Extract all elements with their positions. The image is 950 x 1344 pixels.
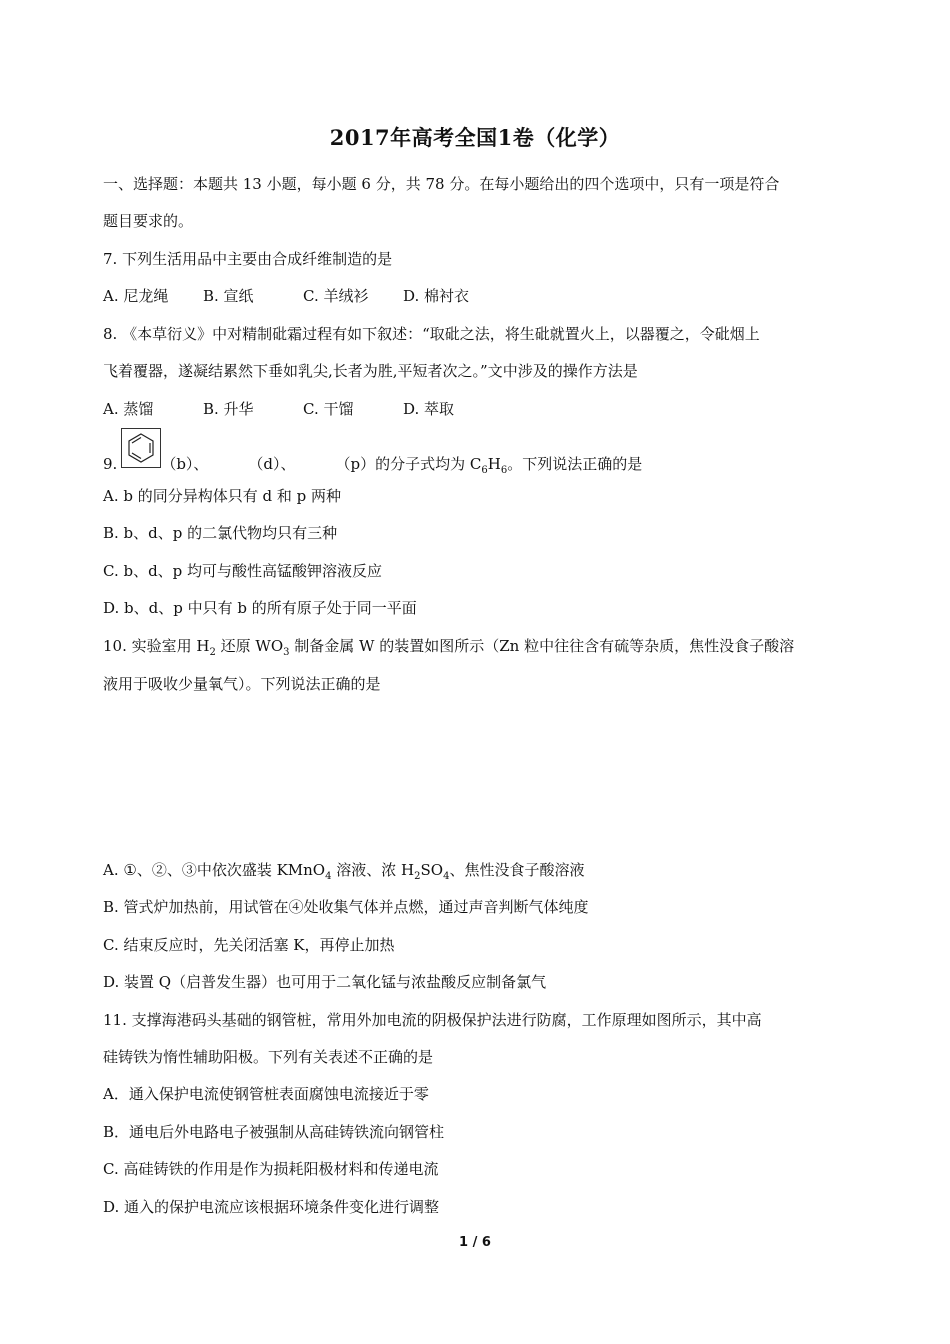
q8-option-b: B. 升华 <box>203 400 254 418</box>
q7-options <box>103 286 469 306</box>
q10-option-a-part: 溶液、浓 H <box>331 861 415 879</box>
q7-option-a: A. 尼龙绳 <box>103 287 169 305</box>
q8-stem-line1: 8. 《本草衍义》中对精制砒霜过程有如下叙述：“取砒之法，将生砒就置火上，以器覆之，令砒烟上 <box>103 325 760 343</box>
q8-option-d: D. 萃取 <box>403 400 455 418</box>
q11-stem-line2: 硅铸铁为惰性辅助阳极。下列有关表述不正确的是 <box>103 1048 434 1066</box>
q9-stem-tail: 。下列说法正确的是 <box>507 455 643 473</box>
q7-option-b: B. 宣纸 <box>203 287 254 305</box>
q10-option-d: D. 装置 Q（启普发生器）也可用于二氧化锰与浓盐酸反应制备氯气 <box>103 973 547 991</box>
q9-label-d: （d）、 <box>248 455 296 473</box>
q9-option-c: C. b、d、p 均可与酸性高锰酸钾溶液反应 <box>103 562 383 580</box>
section-instructions-line2: 题目要求的。 <box>103 212 194 230</box>
q7-option-d: D. 棉衬衣 <box>403 287 470 305</box>
q11-option-d: D. 通入的保护电流应该根据环境条件变化进行调整 <box>103 1198 440 1216</box>
section-instructions-line1: 一、选择题：本题共 13 小题，每小题 6 分，共 78 分。在每小题给出的四个选项中，只有一项是符合 <box>103 175 780 193</box>
q10-option-b: B. 管式炉加热前，用试管在④处收集气体并点燃，通过声音判断气体纯度 <box>103 898 589 916</box>
q9-option-a: A. b 的同分异构体只有 d 和 p 两种 <box>103 487 342 505</box>
q9-option-b: B. b、d、p 的二氯代物均只有三种 <box>103 524 338 542</box>
q11-stem-line1: 11. 支撑海港码头基础的钢管桩，常用外加电流的阴极保护法进行防腐，工作原理如图所示，其中高 <box>103 1011 762 1029</box>
q10-subscript: 2 <box>209 647 216 658</box>
q8-option-a: A. 蒸馏 <box>103 400 154 418</box>
q10-stem-part: 10. 实验室用 H <box>103 637 210 655</box>
q11-option-c: C. 高硅铸铁的作用是作为损耗阳极材料和传递电流 <box>103 1160 439 1178</box>
q10-subscript: 4 <box>443 871 450 882</box>
q10-stem-line1 <box>103 636 794 663</box>
q10-option-a-part: A. ①、②、③中依次盛装 KMnO <box>103 861 326 879</box>
page-title: 2017年高考全国1卷（化学） <box>329 125 621 150</box>
q8-option-c: C. 干馏 <box>303 400 354 418</box>
q11-option-a: A．通入保护电流使钢管桩表面腐蚀电流接近于零 <box>103 1085 429 1103</box>
q10-option-c: C. 结束反应时，先关闭活塞 K，再停止加热 <box>103 936 395 954</box>
q10-stem-line2: 液用于吸收少量氧气）。下列说法正确的是 <box>103 675 381 693</box>
q9-formula-h: H <box>487 455 501 473</box>
q10-subscript: 4 <box>325 871 332 882</box>
q9-subscript-h: 6 <box>500 465 508 476</box>
q10-option-a-part: 、焦性没食子酸溶液 <box>449 861 585 879</box>
q7-option-c: C. 羊绒衫 <box>303 287 369 305</box>
q8-stem-line2: 飞着覆器，遂凝结累然下垂如乳尖,长者为胜,平短者次之。”文中涉及的操作方法是 <box>103 362 638 380</box>
q9-option-d: D. b、d、p 中只有 b 的所有原子处于同一平面 <box>103 599 417 617</box>
q9-subscript-c: 6 <box>481 465 488 476</box>
q10-stem-part: 制备金属 W 的装置如图所示（Zn 粒中往往含有硫等杂质，焦性没食子酸溶 <box>289 637 795 655</box>
q10-stem-part: 还原 WO <box>215 637 284 655</box>
q9-label-p: （p）的分子式均为 C <box>335 455 482 473</box>
page-number: 1 / 6 <box>459 1235 491 1250</box>
q11-option-b: B．通电后外电路电子被强制从高硅铸铁流向钢管柱 <box>103 1123 445 1141</box>
q10-option-a-part: SO <box>420 861 444 879</box>
q10-subscript: 3 <box>283 647 290 658</box>
q9-label-b: （b）、 <box>161 455 209 473</box>
q7-stem: 7. 下列生活用品中主要由合成纤维制造的是 <box>103 250 393 268</box>
q10-option-a <box>103 860 584 887</box>
q8-options <box>103 399 454 419</box>
q9-stem <box>103 454 642 481</box>
q10-subscript: 2 <box>414 871 421 882</box>
q9-number: 9. <box>103 455 118 473</box>
